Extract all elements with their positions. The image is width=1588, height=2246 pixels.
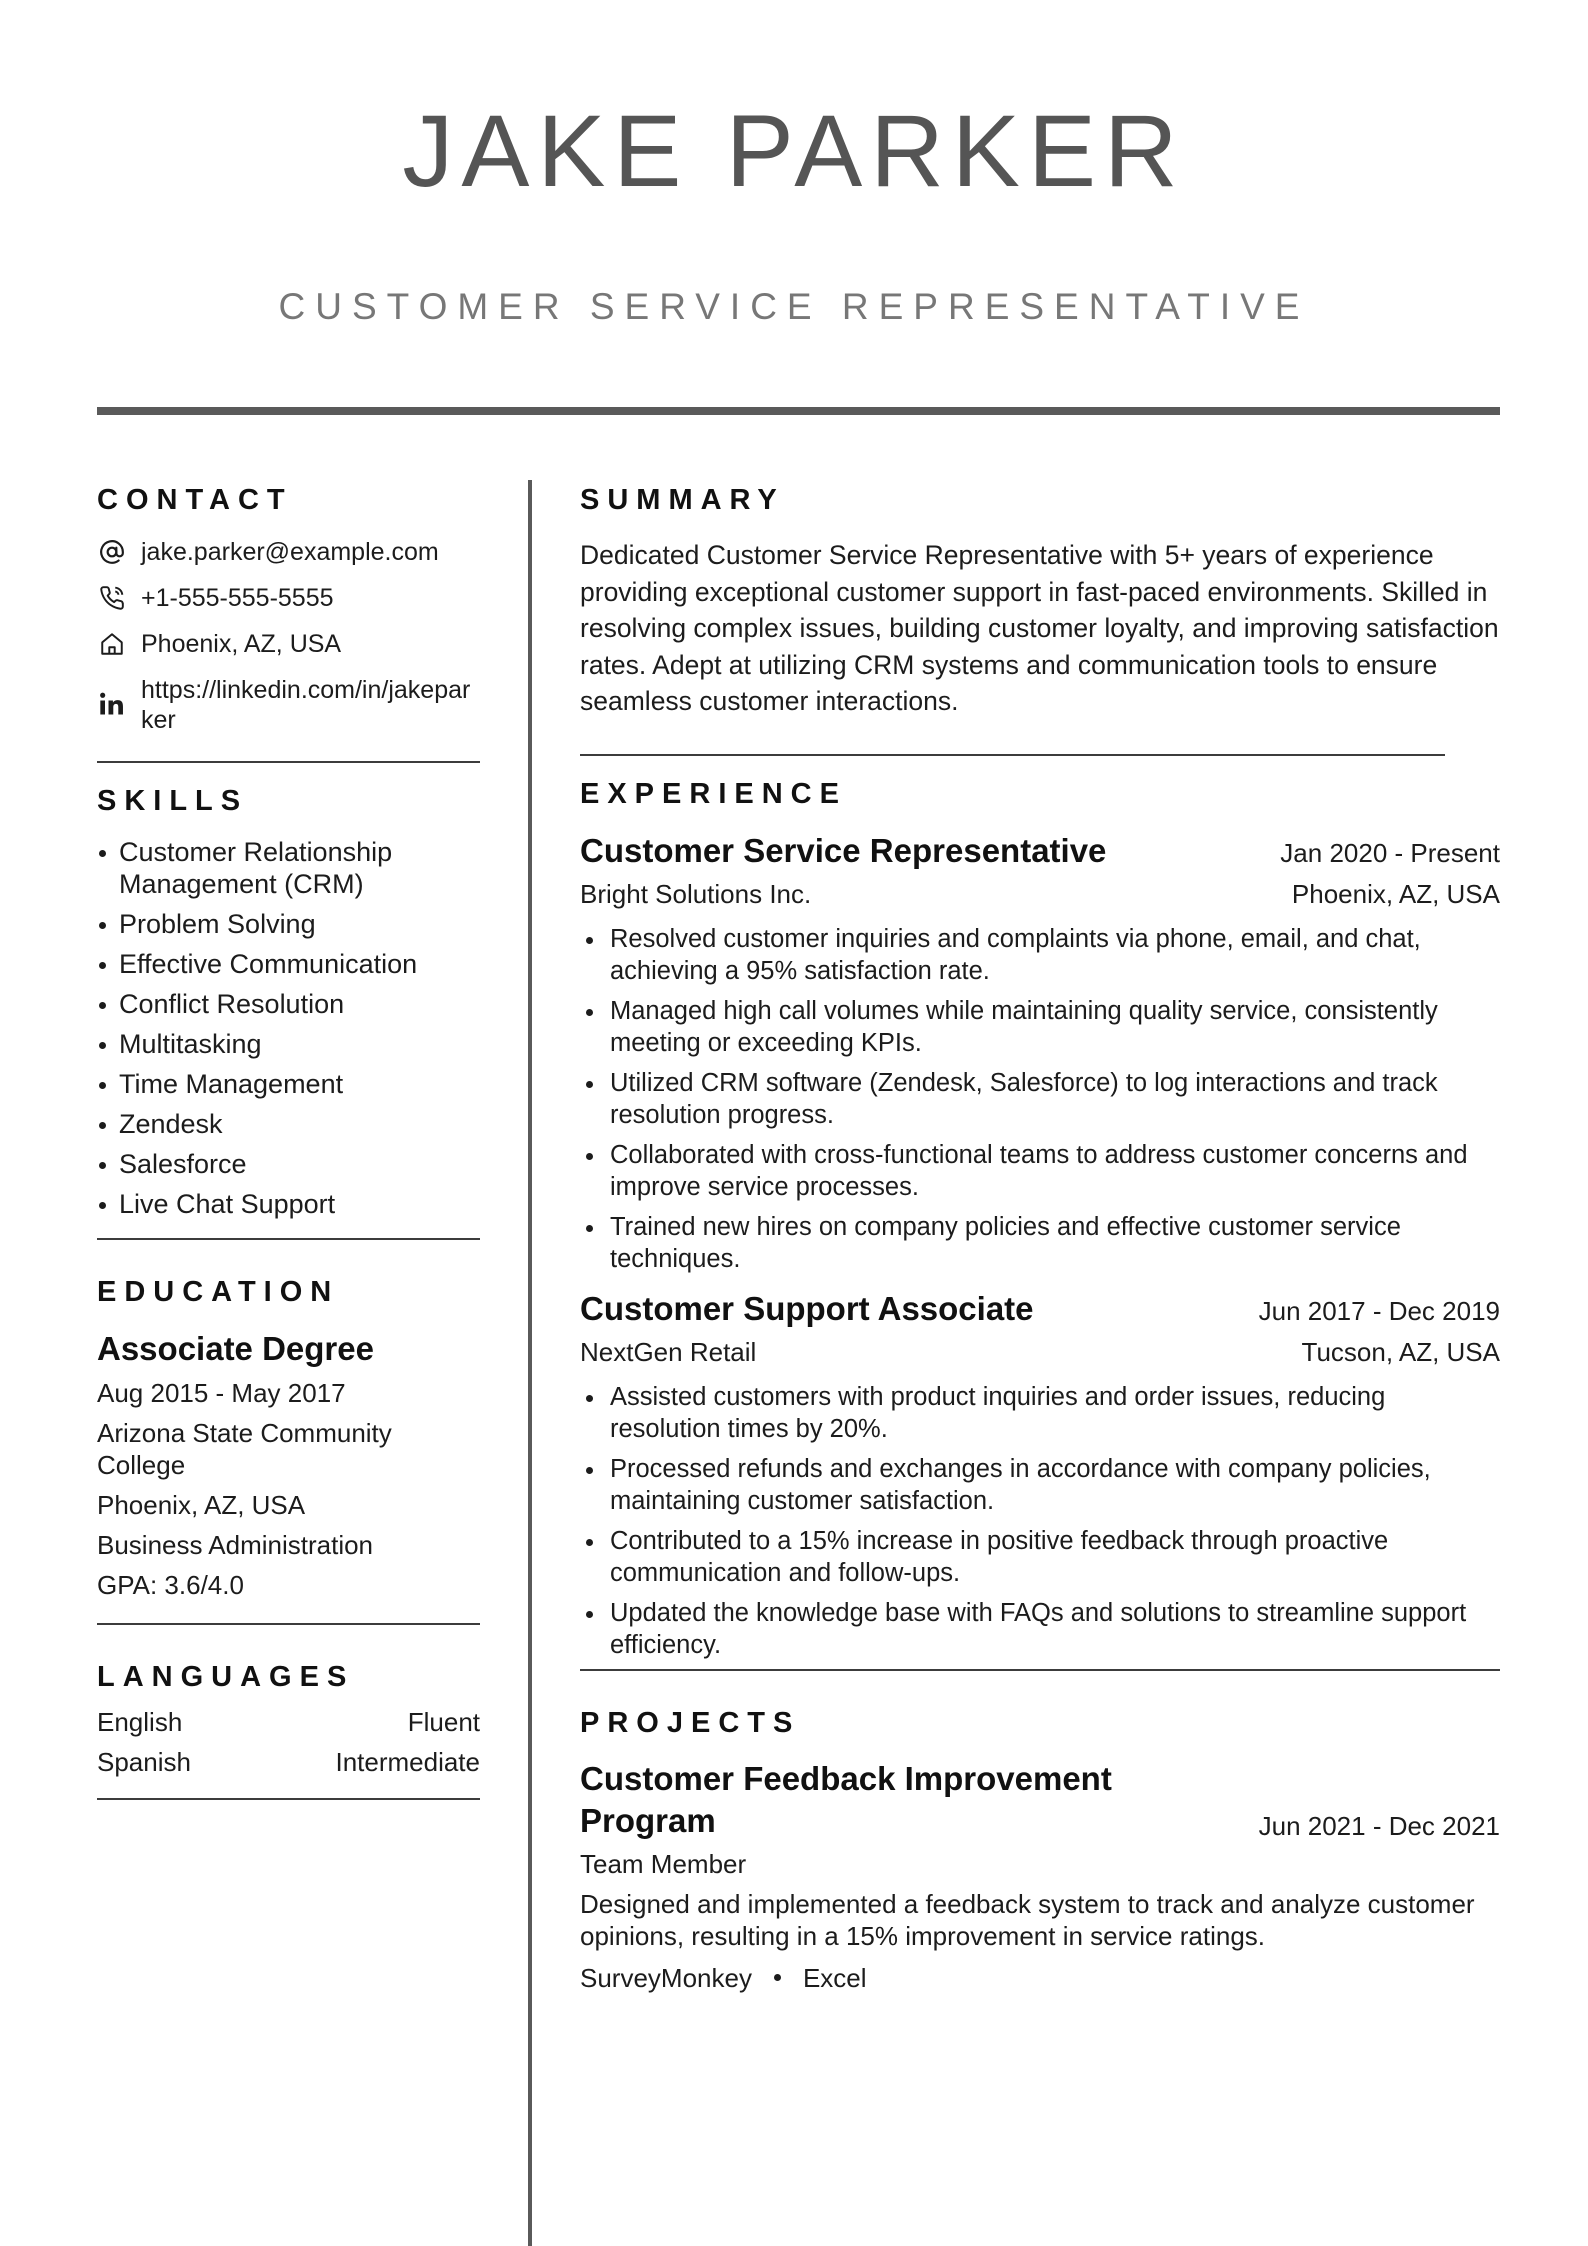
language-name: English bbox=[97, 1707, 183, 1737]
project-dates: Jun 2021 - Dec 2021 bbox=[1258, 1810, 1500, 1841]
job-company: Bright Solutions Inc. bbox=[580, 878, 812, 909]
education-section bbox=[97, 1278, 480, 1625]
skill-item: Conflict Resolution bbox=[97, 988, 480, 1020]
skill-item: Effective Communication bbox=[97, 948, 480, 980]
education-location: Phoenix, AZ, USA bbox=[97, 1490, 306, 1520]
job-dates: Jan 2020 - Present bbox=[1280, 837, 1500, 868]
job-title: Customer Support Associate bbox=[580, 1289, 1034, 1327]
job-company: NextGen Retail bbox=[580, 1336, 757, 1367]
project-tools bbox=[580, 1962, 1500, 1994]
job-bullet: Contributed to a 15% increase in positive feedback through proactive communication and follow-ups. bbox=[580, 1525, 1500, 1589]
skill-item: Zendesk bbox=[97, 1108, 480, 1140]
phone-icon bbox=[97, 583, 127, 613]
skill-item: Customer Relationship Management (CRM) bbox=[97, 836, 480, 900]
education-field: Business Administration bbox=[97, 1530, 374, 1560]
project-tool: Excel bbox=[802, 1962, 867, 1993]
project-role: Team Member bbox=[580, 1848, 747, 1879]
right-column bbox=[580, 486, 1500, 1994]
job-subheader bbox=[580, 1335, 1500, 1369]
location-text: Phoenix, AZ, USA bbox=[141, 630, 342, 658]
job-subheader bbox=[580, 877, 1500, 911]
languages-section bbox=[97, 1663, 480, 1800]
education-gpa: GPA: 3.6/4.0 bbox=[97, 1570, 244, 1600]
skills-divider bbox=[97, 1238, 480, 1240]
education-dates: Aug 2015 - May 2017 bbox=[97, 1378, 346, 1408]
job-bullet: Trained new hires on company policies and effective customer service techniques. bbox=[580, 1211, 1500, 1275]
contact-heading: CONTACT bbox=[97, 484, 293, 516]
job-dates: Jun 2017 - Dec 2019 bbox=[1258, 1295, 1500, 1326]
language-row bbox=[97, 1746, 480, 1778]
language-name: Spanish bbox=[97, 1747, 191, 1777]
projects-heading: PROJECTS bbox=[580, 1706, 801, 1739]
job-bullets bbox=[580, 1381, 1500, 1661]
job-bullet: Assisted customers with product inquiries and order issues, reducing resolution times by 20%. bbox=[580, 1381, 1500, 1445]
summary-divider bbox=[580, 754, 1445, 756]
skill-item: Time Management bbox=[97, 1068, 480, 1100]
left-column bbox=[97, 486, 480, 1800]
contact-linkedin bbox=[97, 675, 480, 735]
languages-divider bbox=[97, 1798, 480, 1800]
skills-list bbox=[97, 836, 480, 1220]
email-link[interactable]: jake.parker@example.com bbox=[141, 538, 439, 566]
contact-email bbox=[97, 537, 480, 567]
phone-number[interactable]: +1-555-555-5555 bbox=[141, 584, 334, 612]
job-header bbox=[580, 831, 1500, 871]
job-entry bbox=[580, 831, 1500, 1275]
job-bullet: Utilized CRM software (Zendesk, Salesforce) to log interactions and track resolution progress. bbox=[580, 1067, 1500, 1131]
education-school: Arizona State Community College bbox=[97, 1418, 392, 1480]
language-level: Fluent bbox=[407, 1707, 480, 1737]
experience-heading: EXPERIENCE bbox=[580, 777, 847, 810]
job-bullets bbox=[580, 923, 1500, 1275]
education-heading: EDUCATION bbox=[97, 1276, 340, 1308]
job-location: Phoenix, AZ, USA bbox=[1291, 878, 1500, 909]
experience-divider bbox=[580, 1669, 1500, 1671]
skill-item: Salesforce bbox=[97, 1148, 480, 1180]
skill-item: Multitasking bbox=[97, 1028, 480, 1060]
project-tool: SurveyMonkey bbox=[580, 1962, 752, 1993]
job-bullet: Collaborated with cross-functional teams to address customer concerns and improve service processes. bbox=[580, 1139, 1500, 1203]
project-title: Customer Feedback Improvement Program bbox=[580, 1759, 1112, 1839]
experience-section bbox=[580, 777, 1500, 1671]
languages-heading: LANGUAGES bbox=[97, 1661, 355, 1693]
at-sign-icon bbox=[97, 537, 127, 567]
skills-section bbox=[97, 787, 480, 1240]
skills-heading: SKILLS bbox=[97, 785, 249, 817]
contact-section bbox=[97, 486, 480, 763]
language-level: Intermediate bbox=[335, 1747, 480, 1777]
job-header bbox=[580, 1289, 1500, 1329]
job-bullet: Updated the knowledge base with FAQs and solutions to streamline support efficiency. bbox=[580, 1597, 1500, 1661]
separator-dot bbox=[774, 1974, 781, 1981]
candidate-title: CUSTOMER SERVICE REPRESENTATIVE bbox=[278, 286, 1310, 327]
linkedin-link[interactable]: https://linkedin.com/in/jakeparker bbox=[141, 676, 471, 734]
contact-phone bbox=[97, 583, 480, 613]
job-title: Customer Service Representative bbox=[580, 831, 1107, 869]
header-divider bbox=[97, 407, 1500, 415]
contact-divider bbox=[97, 761, 480, 763]
education-divider bbox=[97, 1623, 480, 1625]
skill-item: Problem Solving bbox=[97, 908, 480, 940]
job-bullet: Processed refunds and exchanges in accordance with company policies, maintaining customer satisfaction. bbox=[580, 1453, 1500, 1517]
contact-list bbox=[97, 537, 480, 735]
projects-section bbox=[580, 1706, 1500, 1994]
candidate-name: JAKE PARKER bbox=[402, 94, 1186, 208]
summary-heading: SUMMARY bbox=[580, 484, 785, 516]
skill-item: Live Chat Support bbox=[97, 1188, 480, 1220]
job-entry bbox=[580, 1289, 1500, 1661]
summary-section bbox=[580, 486, 1500, 756]
job-location: Tucson, AZ, USA bbox=[1301, 1336, 1500, 1367]
education-degree: Associate Degree bbox=[97, 1330, 374, 1367]
contact-location bbox=[97, 629, 480, 659]
home-icon bbox=[97, 629, 127, 659]
languages-list bbox=[97, 1706, 480, 1778]
summary-text: Dedicated Customer Service Representative with 5+ years of experience providing exceptional customer support in fast-paced environments. Skilled in resolving complex issues, building customer loyalty, and improving satisfaction rates. Adept at utilizing CRM systems and communication tools to ensure seamless customer interactions. bbox=[580, 540, 1499, 716]
job-bullet: Managed high call volumes while maintaining quality service, consistently meeting or exceeding KPIs. bbox=[580, 995, 1500, 1059]
column-divider bbox=[528, 480, 532, 2246]
job-bullet: Resolved customer inquiries and complaints via phone, email, and chat, achieving a 95% satisfaction rate. bbox=[580, 923, 1500, 987]
linkedin-icon bbox=[97, 689, 127, 719]
project-entry bbox=[580, 1758, 1500, 1994]
project-header bbox=[580, 1758, 1500, 1842]
language-row bbox=[97, 1706, 480, 1738]
project-description: Designed and implemented a feedback system to track and analyze customer opinions, resulting in a 15% improvement in service ratings. bbox=[580, 1888, 1475, 1951]
